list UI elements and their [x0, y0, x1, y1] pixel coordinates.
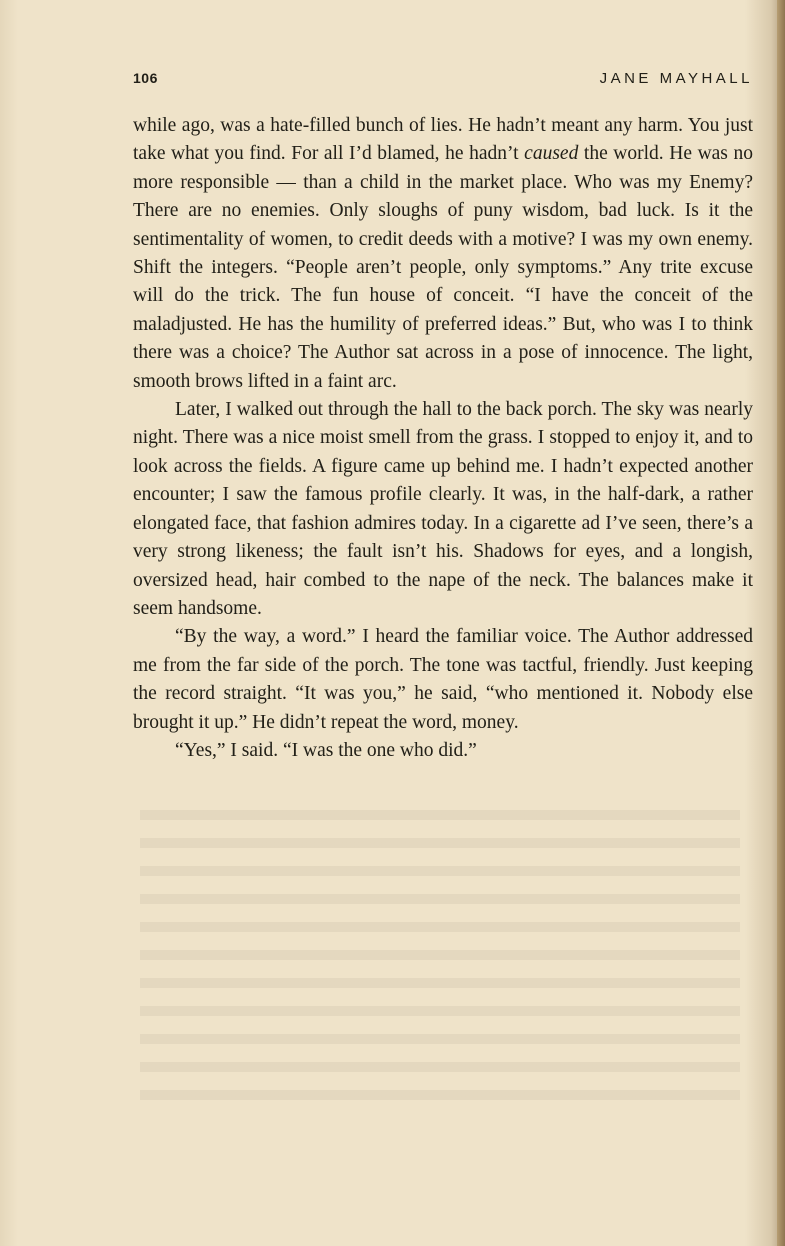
running-title: JANE MAYHALL: [599, 70, 753, 87]
page-edge: [777, 0, 785, 1246]
paragraph-1: [133, 112, 753, 396]
paragraph-2: Later, I walked out through the hall to the back porch. The sky was nearly night. There was a nice moist smell from the grass. I stopped to enjoy it, and to look across the fields. A figure came up behind me. I hadn’t expected another encounter; I saw the famous profile clearly. It was, in the half-dark, a rather elongated face, that fashion admires today. In a cigarette ad I’ve seen, there’s a very strong likeness; the fault isn’t his. Shadows for eyes, and a longish, oversized head, hair combed to the nape of the neck. The balances make it seem handsome.: [133, 399, 753, 619]
show-through-texture: [140, 810, 740, 1110]
paragraph-1-italic: caused: [524, 143, 579, 165]
running-head: [133, 70, 753, 94]
paragraph-1-part-1: while ago, was a hate-filled bunch of lies. He hadn’t meant any harm. You just take what you find. For all I’d blamed, he hadn’t: [133, 115, 753, 165]
paragraph-1-part-2: the world. He was no more responsible — than a child in the market place. Who was my Enemy? There are no enemies. Only sloughs of puny wisdom, bad luck. Is it the sentimentality of women, to credit deeds with a motive? I was my own enemy. Shift the integers. “People aren’t people, only symptoms.” Any trite excuse will do the trick. The fun house of conceit. “I have the conceit of the maladjusted. He has the humility of preferred ideas.” But, who was I to think there was a choice? The Author sat across in a pose of innocence. The light, smooth brows lifted in a faint arc.: [133, 143, 753, 392]
paragraph-3: “By the way, a word.” I heard the familiar voice. The Author addressed me from the far side of the porch. The tone was tactful, friendly. Just keeping the record straight. “It was you,” he said, “who mentioned it. Nobody else brought it up.” He didn’t repeat the word, money.: [133, 626, 753, 733]
paragraph-4: “Yes,” I said. “I was the one who did.”: [175, 739, 477, 761]
body-text: [133, 112, 753, 765]
page-number: 106: [133, 70, 158, 86]
